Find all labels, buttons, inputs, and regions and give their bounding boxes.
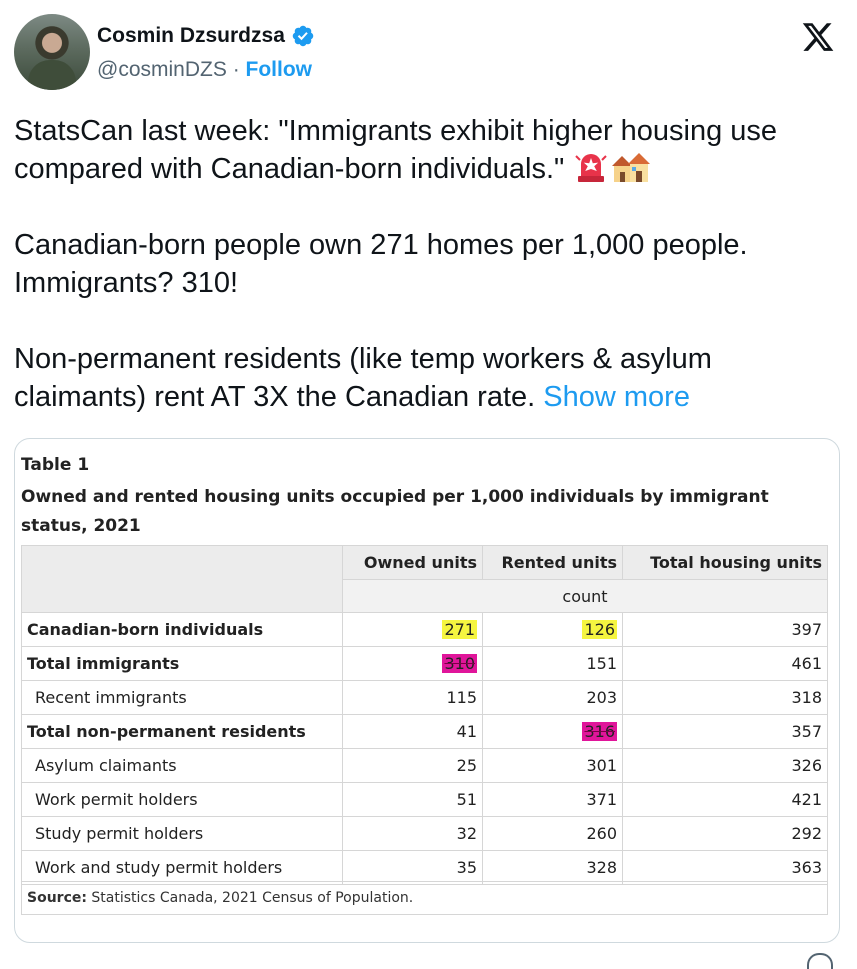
highlighted-value: 316 xyxy=(584,722,615,741)
row-label: Study permit holders xyxy=(22,817,343,851)
table-caption: Owned and rented housing units occupied per 1,000 individuals by immigrant status, 2021 xyxy=(21,487,769,536)
cell-rented: 301 xyxy=(483,749,623,783)
row-label: Total non-permanent residents xyxy=(22,715,343,749)
cell-owned: 115 xyxy=(343,681,483,715)
separator: · xyxy=(232,58,240,81)
table-row xyxy=(22,851,828,885)
tweet-paragraph xyxy=(14,340,844,416)
cell-total: 292 xyxy=(623,817,828,851)
cell-owned xyxy=(343,647,483,681)
table-row xyxy=(22,783,828,817)
table-image[interactable] xyxy=(14,438,840,943)
row-label: Recent immigrants xyxy=(22,681,343,715)
x-logo-icon[interactable] xyxy=(801,20,835,54)
houses-emoji xyxy=(610,150,650,184)
row-label: Canadian-born individuals xyxy=(22,613,343,647)
table-row xyxy=(22,647,828,681)
cell-owned: 41 xyxy=(343,715,483,749)
row-label: Total immigrants xyxy=(22,647,343,681)
author-handle[interactable]: @cosminDZS xyxy=(97,58,227,81)
avatar[interactable] xyxy=(14,14,90,90)
cell-owned xyxy=(343,613,483,647)
cell-rented: 371 xyxy=(483,783,623,817)
cell-total: 461 xyxy=(623,647,828,681)
source-text: Statistics Canada, 2021 Census of Population. xyxy=(91,890,414,906)
cell-rented: 151 xyxy=(483,647,623,681)
highlighted-value: 271 xyxy=(444,620,475,639)
author-handle-row xyxy=(97,58,312,82)
author-name[interactable]: Cosmin Dzsurdzsa xyxy=(97,24,285,47)
tweet-header xyxy=(14,14,843,94)
follow-button[interactable]: Follow xyxy=(245,58,313,81)
cell-owned: 25 xyxy=(343,749,483,783)
unit-label: count xyxy=(343,580,828,613)
table-label: Table 1 xyxy=(21,455,90,475)
cell-rented: 260 xyxy=(483,817,623,851)
header-row xyxy=(22,546,828,580)
cell-total: 326 xyxy=(623,749,828,783)
cell-rented: 203 xyxy=(483,681,623,715)
row-label: Work and study permit holders xyxy=(22,851,343,885)
cell-total: 318 xyxy=(623,681,828,715)
highlighted-value: 126 xyxy=(584,620,615,639)
column-header: Rented units xyxy=(483,546,623,580)
housing-table xyxy=(21,545,828,885)
column-header: Owned units xyxy=(343,546,483,580)
table-row xyxy=(22,681,828,715)
cell-owned: 32 xyxy=(343,817,483,851)
partial-icon xyxy=(807,953,833,969)
tweet-text xyxy=(14,112,844,416)
table-row xyxy=(22,613,828,647)
cell-rented xyxy=(483,613,623,647)
author-name-row xyxy=(97,24,315,48)
show-more-link[interactable]: Show more xyxy=(543,381,690,413)
row-label: Asylum claimants xyxy=(22,749,343,783)
source-note xyxy=(21,881,828,915)
cell-total: 357 xyxy=(623,715,828,749)
table-row xyxy=(22,715,828,749)
verified-badge-icon xyxy=(291,24,315,48)
tweet-line-1: StatsCan last week: "Immigrants exhibit higher housing use compared with Canadian-born individuals." xyxy=(14,115,778,185)
column-header: Total housing units xyxy=(623,546,828,580)
cell-total: 397 xyxy=(623,613,828,647)
tweet-paragraph xyxy=(14,112,844,188)
cell-rented xyxy=(483,715,623,749)
tweet-paragraph: Canadian-born people own 271 homes per 1,000 people. Immigrants? 310! xyxy=(14,229,748,299)
cell-total: 363 xyxy=(623,851,828,885)
table-row xyxy=(22,749,828,783)
source-label: Source: xyxy=(27,890,87,906)
stub-header xyxy=(22,546,343,613)
table-row xyxy=(22,817,828,851)
cell-rented: 328 xyxy=(483,851,623,885)
cell-owned: 35 xyxy=(343,851,483,885)
cell-owned: 51 xyxy=(343,783,483,817)
siren-emoji xyxy=(574,150,608,184)
highlighted-value: 310 xyxy=(444,654,475,673)
row-label: Work permit holders xyxy=(22,783,343,817)
cell-total: 421 xyxy=(623,783,828,817)
tweet-line-3: Non-permanent residents (like temp workers & asylum claimants) rent AT 3X the Canadian rate. xyxy=(14,343,712,413)
